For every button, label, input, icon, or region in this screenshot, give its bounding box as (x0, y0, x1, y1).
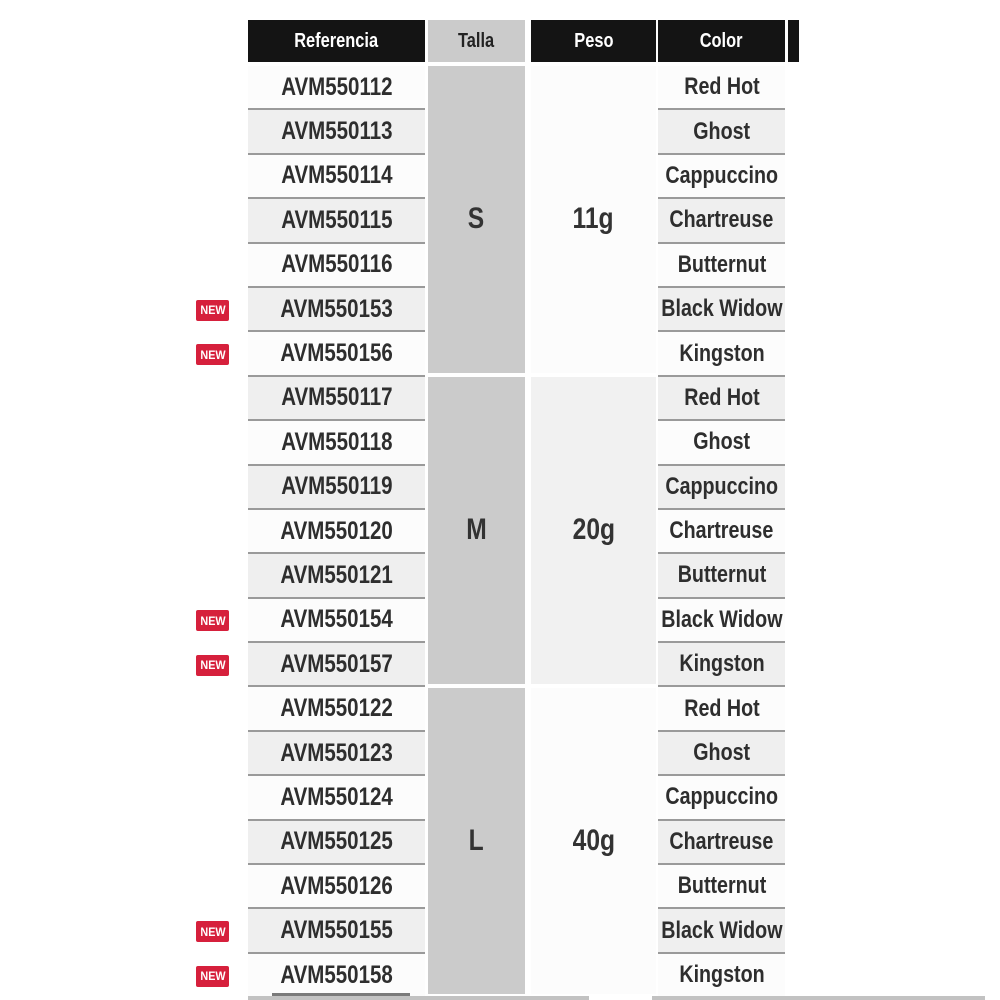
ref-value: AVM550156 (280, 339, 393, 368)
color-value: Butternut (677, 872, 766, 900)
talla-merged-cell-l (428, 688, 525, 995)
ref-cell (248, 554, 425, 598)
color-value: Cappuccino (665, 783, 778, 811)
header-label-color: Color (700, 29, 743, 52)
ref-cell (248, 821, 425, 865)
badge-slot (196, 66, 234, 110)
new-badge-label: NEW (199, 347, 226, 362)
color-value: Butternut (677, 561, 766, 589)
ref-cell (248, 466, 425, 510)
column-referencia (248, 66, 425, 998)
talla-merged-cell-m (428, 377, 525, 684)
ref-cell (248, 599, 425, 643)
ref-value: AVM550119 (280, 472, 393, 501)
color-value: Black Widow (660, 916, 783, 944)
new-badge (196, 966, 229, 987)
badge-slot (196, 199, 234, 243)
color-cell (658, 865, 785, 909)
badge-slot (196, 554, 234, 598)
color-cell (658, 332, 785, 376)
ref-value: AVM550113 (280, 117, 393, 146)
color-value: Ghost (693, 117, 750, 145)
ref-value: AVM550120 (280, 516, 393, 545)
badge-slot (196, 776, 234, 820)
ref-value: AVM550115 (280, 205, 393, 234)
color-cell (658, 554, 785, 598)
new-badge-gutter (196, 66, 234, 998)
badge-slot (196, 865, 234, 909)
ref-cell (248, 288, 425, 332)
ref-cell (248, 332, 425, 376)
ref-cell (248, 643, 425, 687)
ref-value: AVM550126 (280, 871, 393, 900)
color-cell (658, 244, 785, 288)
ref-value: AVM550154 (280, 605, 393, 634)
color-value: Black Widow (660, 605, 783, 633)
color-cell (658, 821, 785, 865)
ref-cell (248, 732, 425, 776)
color-cell (658, 599, 785, 643)
ref-cell (248, 66, 425, 110)
header-label-peso: Peso (573, 29, 614, 52)
cutoff-next-section-bar (652, 996, 985, 1000)
column-color (658, 66, 785, 998)
badge-slot (196, 155, 234, 199)
color-cell (658, 687, 785, 731)
talla-value: S (468, 202, 485, 236)
ref-value: AVM550124 (280, 782, 393, 811)
ref-cell (248, 155, 425, 199)
badge-slot (196, 421, 234, 465)
new-badge (196, 610, 229, 631)
column-talla (428, 66, 525, 998)
ref-cell (248, 244, 425, 288)
ref-value: AVM550123 (280, 738, 393, 767)
new-badge (196, 655, 229, 676)
color-cell (658, 732, 785, 776)
color-value: Black Widow (660, 295, 783, 323)
cutoff-header-cell (788, 20, 799, 62)
color-cell (658, 155, 785, 199)
badge-slot (196, 687, 234, 731)
badge-slot (196, 599, 234, 643)
color-value: Chartreuse (669, 827, 774, 855)
color-value: Red Hot (683, 694, 760, 722)
badge-slot (196, 643, 234, 687)
header-label-referencia: Referencia (294, 29, 379, 52)
ref-value: AVM550116 (280, 250, 393, 279)
ref-cell (248, 909, 425, 953)
ref-value: AVM550114 (280, 161, 393, 190)
column-peso (531, 66, 656, 998)
color-value: Kingston (678, 650, 765, 678)
talla-value: M (466, 513, 487, 547)
header-cell-talla (428, 20, 525, 62)
new-badge (196, 344, 229, 365)
peso-value: 40g (572, 823, 615, 857)
badge-slot (196, 954, 234, 998)
header-label-talla: Talla (458, 29, 495, 52)
badge-slot (196, 909, 234, 953)
ref-cell (248, 687, 425, 731)
ref-value: AVM550158 (280, 960, 393, 989)
ref-cell (248, 110, 425, 154)
color-value: Kingston (678, 961, 765, 988)
talla-merged-cell-s (428, 66, 525, 373)
color-cell (658, 377, 785, 421)
peso-merged-cell-s (531, 66, 656, 373)
ref-value: AVM550157 (280, 649, 393, 678)
color-value: Ghost (693, 428, 750, 456)
color-cell (658, 110, 785, 154)
ref-cell (248, 865, 425, 909)
ref-cell (248, 954, 425, 998)
color-value: Kingston (678, 339, 765, 367)
new-badge (196, 921, 229, 942)
header-cell-peso (531, 20, 656, 62)
badge-slot (196, 510, 234, 554)
color-value: Ghost (693, 739, 750, 767)
peso-value: 11g (572, 202, 615, 236)
ref-value: AVM550122 (280, 694, 393, 723)
color-value: Butternut (677, 250, 766, 278)
header-cell-referencia (248, 20, 425, 62)
color-value: Chartreuse (669, 517, 774, 545)
color-value: Chartreuse (669, 206, 774, 234)
color-value: Cappuccino (665, 161, 778, 189)
ref-value: AVM550155 (280, 916, 393, 945)
color-cell (658, 288, 785, 332)
badge-slot (196, 288, 234, 332)
color-cell (658, 643, 785, 687)
peso-merged-cell-l (531, 688, 656, 995)
peso-value: 20g (572, 513, 615, 547)
cutoff-next-section-bar (248, 996, 589, 1000)
ref-cell (248, 776, 425, 820)
new-badge-label: NEW (199, 303, 226, 318)
ref-cell (248, 199, 425, 243)
new-badge-label: NEW (199, 613, 226, 628)
badge-slot (196, 732, 234, 776)
color-value: Cappuccino (665, 472, 778, 500)
ref-value: AVM550112 (280, 72, 393, 101)
color-cell (658, 466, 785, 510)
badge-slot (196, 244, 234, 288)
color-cell (658, 421, 785, 465)
color-cell (658, 954, 785, 998)
new-badge-label: NEW (199, 969, 226, 983)
badge-slot (196, 377, 234, 421)
ref-value: AVM550125 (280, 827, 393, 856)
new-badge-label: NEW (199, 924, 226, 939)
ref-value: AVM550121 (280, 560, 393, 589)
ref-value: AVM550118 (280, 427, 393, 456)
peso-merged-cell-m (531, 377, 656, 684)
badge-slot (196, 821, 234, 865)
new-badge-label: NEW (199, 658, 226, 673)
ref-cell (248, 510, 425, 554)
badge-slot (196, 332, 234, 376)
color-cell (658, 909, 785, 953)
ref-cell (248, 377, 425, 421)
new-badge (196, 300, 229, 321)
color-cell (658, 776, 785, 820)
color-cell (658, 66, 785, 110)
color-value: Red Hot (683, 383, 760, 411)
talla-value: L (468, 823, 485, 857)
badge-slot (196, 466, 234, 510)
ref-value: AVM550117 (280, 383, 393, 412)
ref-value: AVM550153 (280, 294, 393, 323)
color-value: Red Hot (683, 73, 760, 101)
badge-slot (196, 110, 234, 154)
color-cell (658, 510, 785, 554)
color-cell (658, 199, 785, 243)
header-cell-color (658, 20, 785, 62)
ref-cell (248, 421, 425, 465)
